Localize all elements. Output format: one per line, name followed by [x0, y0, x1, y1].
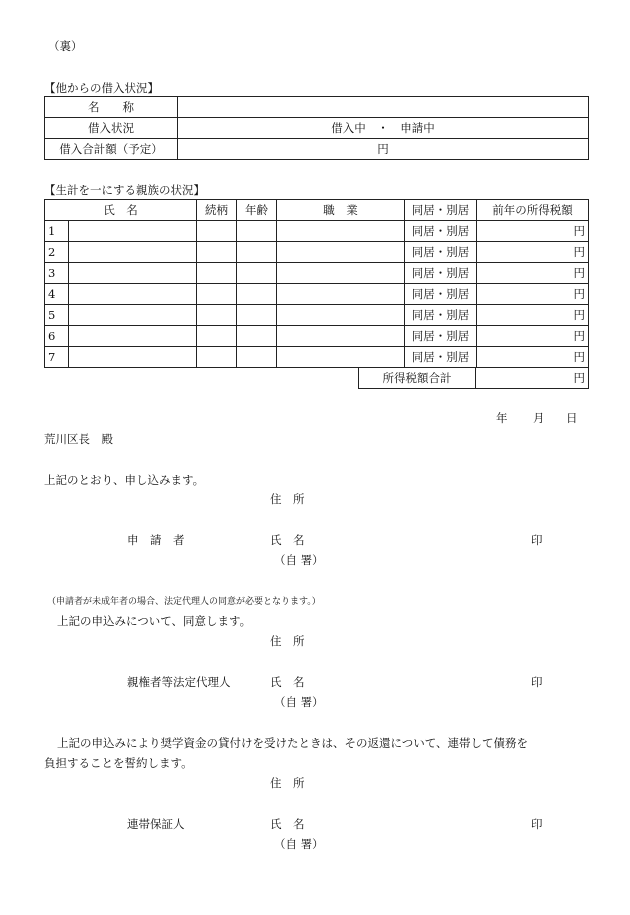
- residence-options[interactable]: 同居・別居: [405, 263, 477, 284]
- occupation-field[interactable]: [277, 263, 405, 284]
- row-number: 4: [45, 284, 69, 305]
- income-tax-field[interactable]: [477, 263, 589, 284]
- loan-name-label: 名 称: [45, 97, 178, 118]
- family-name-field[interactable]: [69, 347, 197, 368]
- row-number: 3: [45, 263, 69, 284]
- row-number: 1: [45, 221, 69, 242]
- date-day-label: 日: [566, 411, 578, 425]
- family-name-field[interactable]: [69, 284, 197, 305]
- occupation-field[interactable]: [277, 326, 405, 347]
- age-field[interactable]: [237, 347, 277, 368]
- income-tax-field[interactable]: [477, 305, 589, 326]
- total-tax-label: 所得税額合計: [359, 368, 476, 389]
- family-row: [45, 284, 589, 305]
- guardian-signature-label: （自 署）: [274, 695, 324, 709]
- loan-total-field[interactable]: [178, 139, 589, 160]
- guardian-seal-label: 印: [531, 675, 543, 689]
- family-name-field[interactable]: [69, 326, 197, 347]
- guarantor-role-label: 連帯保証人: [127, 817, 185, 831]
- relation-field[interactable]: [197, 305, 237, 326]
- income-tax-field[interactable]: [477, 347, 589, 368]
- income-tax-field[interactable]: [477, 221, 589, 242]
- yen-unit: 円: [573, 371, 585, 385]
- applicant-name-label: 氏 名: [270, 533, 305, 547]
- yen-unit: 円: [573, 350, 585, 364]
- header-name: 氏 名: [45, 200, 197, 221]
- applicant-signature-label: （自 署）: [274, 553, 324, 567]
- occupation-field[interactable]: [277, 221, 405, 242]
- age-field[interactable]: [237, 305, 277, 326]
- family-table: [44, 199, 589, 368]
- relation-field[interactable]: [197, 284, 237, 305]
- income-tax-field[interactable]: [477, 326, 589, 347]
- loan-status-label: 借入状況: [45, 118, 178, 139]
- yen-unit: 円: [573, 329, 585, 343]
- other-loans-heading: 【他からの借入状況】: [44, 81, 159, 95]
- relation-field[interactable]: [197, 242, 237, 263]
- loan-name-field[interactable]: [178, 97, 589, 118]
- family-name-field[interactable]: [69, 221, 197, 242]
- back-side-mark: （裏）: [48, 39, 83, 53]
- yen-unit: 円: [573, 266, 585, 280]
- age-field[interactable]: [237, 326, 277, 347]
- relation-field[interactable]: [197, 221, 237, 242]
- family-heading: 【生計を一にする親族の状況】: [44, 183, 205, 197]
- row-number: 6: [45, 326, 69, 347]
- residence-options[interactable]: 同居・別居: [405, 305, 477, 326]
- addressee: 荒川区長 殿: [44, 432, 113, 446]
- loan-status-options[interactable]: 借入中 ・ 申請中: [178, 118, 589, 139]
- family-row: [45, 263, 589, 284]
- residence-options[interactable]: 同居・別居: [405, 284, 477, 305]
- applicant-seal-label: 印: [531, 533, 543, 547]
- guarantor-seal-label: 印: [531, 817, 543, 831]
- guarantor-address-label: 住 所: [270, 776, 305, 790]
- guardian-statement: 上記の申込みについて、同意します。: [57, 614, 252, 628]
- header-age: 年齢: [237, 200, 277, 221]
- age-field[interactable]: [237, 242, 277, 263]
- row-number: 2: [45, 242, 69, 263]
- row-number: 7: [45, 347, 69, 368]
- guarantor-signature-label: （自 署）: [274, 837, 324, 851]
- age-field[interactable]: [237, 263, 277, 284]
- relation-field[interactable]: [197, 347, 237, 368]
- yen-unit: 円: [573, 308, 585, 322]
- family-row: [45, 347, 589, 368]
- applicant-statement: 上記のとおり、申し込みます。: [44, 473, 205, 487]
- yen-unit: 円: [573, 245, 585, 259]
- age-field[interactable]: [237, 221, 277, 242]
- header-residence: 同居・別居: [405, 200, 477, 221]
- guarantor-statement-line2: 負担することを誓約します。: [44, 756, 193, 770]
- occupation-field[interactable]: [277, 305, 405, 326]
- occupation-field[interactable]: [277, 347, 405, 368]
- guarantor-name-label: 氏 名: [270, 817, 305, 831]
- applicant-role-label: 申 請 者: [127, 533, 185, 547]
- occupation-field[interactable]: [277, 284, 405, 305]
- guardian-address-label: 住 所: [270, 634, 305, 648]
- family-name-field[interactable]: [69, 242, 197, 263]
- total-tax-field[interactable]: [476, 368, 589, 389]
- guardian-role-label: 親権者等法定代理人: [127, 675, 231, 689]
- date-month-label: 月: [533, 411, 545, 425]
- residence-options[interactable]: 同居・別居: [405, 347, 477, 368]
- header-occupation: 職 業: [277, 200, 405, 221]
- applicant-address-label: 住 所: [270, 492, 305, 506]
- residence-options[interactable]: 同居・別居: [405, 221, 477, 242]
- guarantor-statement-line1: 上記の申込みにより奨学資金の貸付けを受けたときは、その返還について、連帯して債務を: [57, 736, 529, 750]
- loan-total-label: 借入合計額（予定）: [45, 139, 178, 160]
- family-name-field[interactable]: [69, 263, 197, 284]
- income-tax-field[interactable]: [477, 284, 589, 305]
- guardian-name-label: 氏 名: [270, 675, 305, 689]
- yen-unit: 円: [377, 142, 389, 156]
- guardian-note: （申請者が未成年者の場合、法定代理人の同意が必要となります。）: [47, 597, 321, 607]
- row-number: 5: [45, 305, 69, 326]
- income-tax-field[interactable]: [477, 242, 589, 263]
- relation-field[interactable]: [197, 263, 237, 284]
- other-loans-table: [44, 96, 589, 160]
- yen-unit: 円: [573, 224, 585, 238]
- family-row: [45, 326, 589, 347]
- relation-field[interactable]: [197, 326, 237, 347]
- family-row: [45, 305, 589, 326]
- age-field[interactable]: [237, 284, 277, 305]
- yen-unit: 円: [573, 287, 585, 301]
- family-total-table: [358, 367, 589, 389]
- residence-options[interactable]: 同居・別居: [405, 242, 477, 263]
- occupation-field[interactable]: [277, 242, 405, 263]
- family-name-field[interactable]: [69, 305, 197, 326]
- family-row: [45, 221, 589, 242]
- header-income-tax: 前年の所得税額: [477, 200, 589, 221]
- date-year-label: 年: [496, 411, 508, 425]
- family-row: [45, 242, 589, 263]
- residence-options[interactable]: 同居・別居: [405, 326, 477, 347]
- header-relation: 続柄: [197, 200, 237, 221]
